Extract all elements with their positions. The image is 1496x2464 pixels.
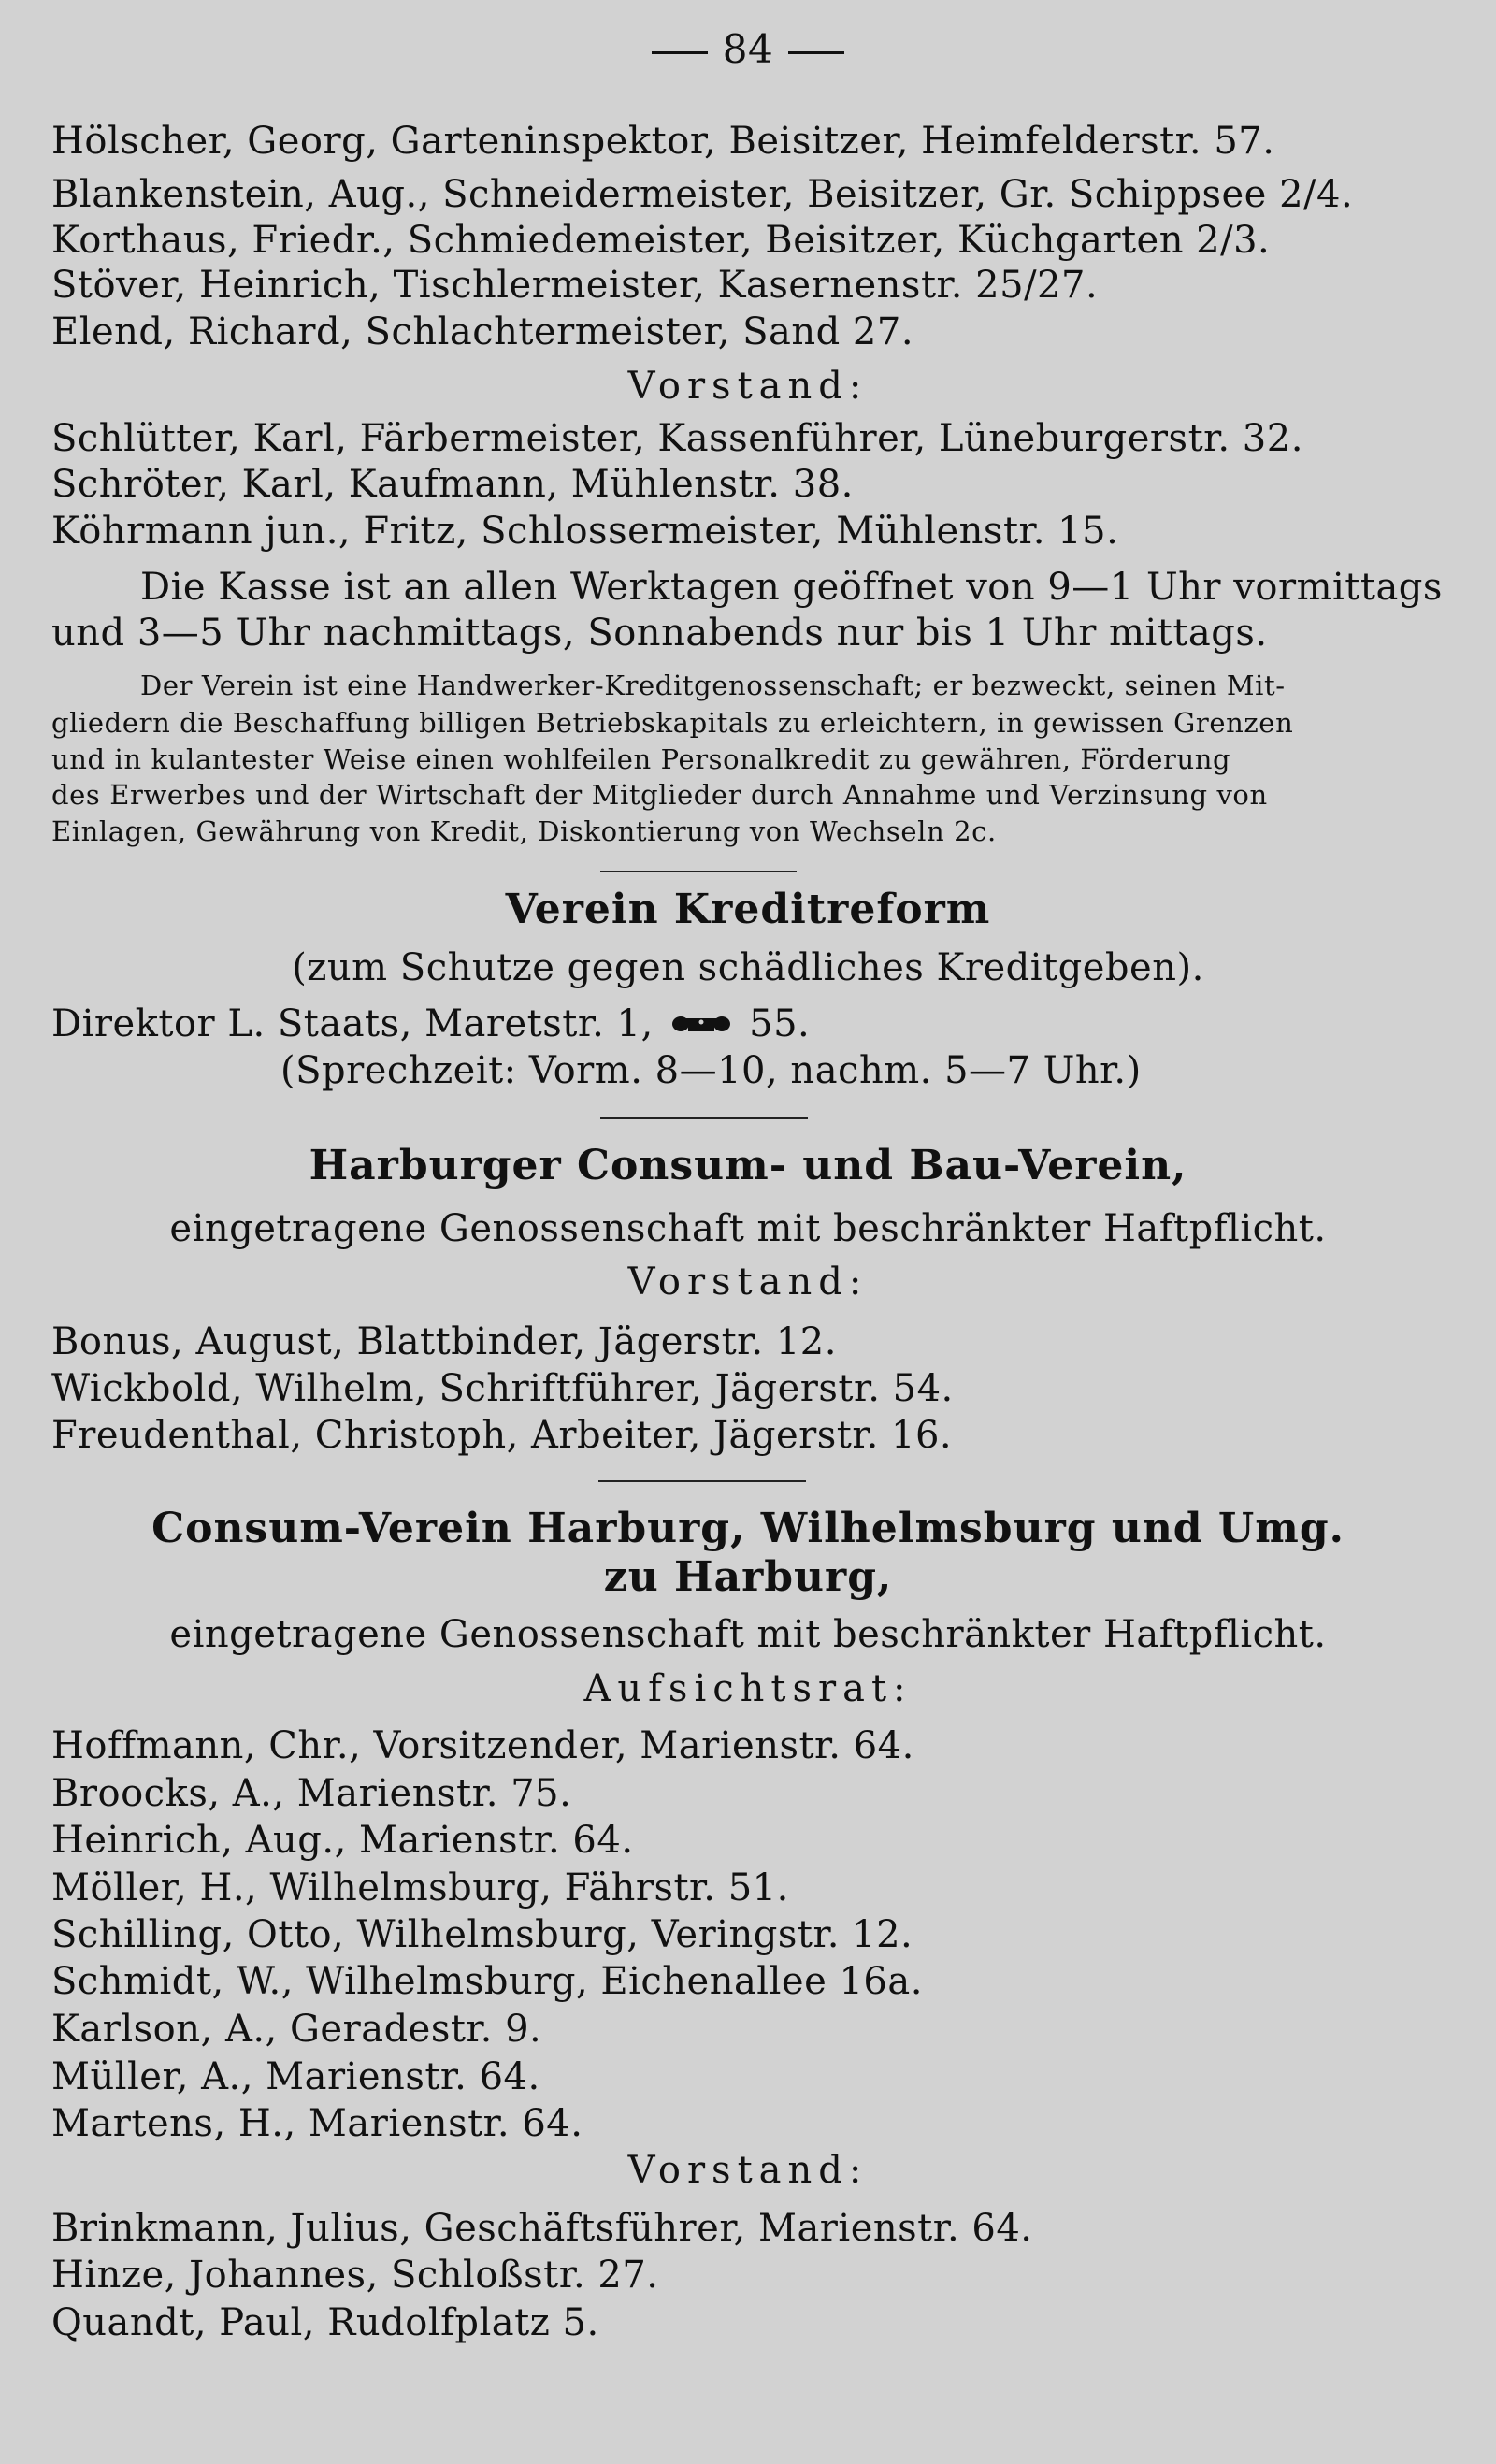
member-line: Korthaus, Friedr., Schmiedemeister, Beisitzer, Küchgarten 2/3. [51, 219, 1271, 262]
kreditreform-director [51, 1001, 810, 1047]
section-divider [600, 871, 797, 872]
aufsichtsrat-member: Martens, H., Marienstr. 64. [51, 2102, 583, 2145]
section-divider [600, 1117, 808, 1119]
consum-harburg-title-2: zu Harburg, [603, 1553, 893, 1601]
kasse-text-line: Die Kasse ist an allen Werktagen geöffnet von 9—1 Uhr vormittags [140, 566, 1443, 609]
member-line: Elend, Richard, Schlachtermeister, Sand 27. [51, 310, 914, 353]
director-address: Direktor L. Staats, Maretstr. 1, [51, 1002, 654, 1045]
aufsichtsrat-member: Karlson, A., Geradestr. 9. [51, 2008, 542, 2051]
kreditreform-hours: (Sprechzeit: Vorm. 8—10, nachm. 5—7 Uhr.) [280, 1049, 1142, 1092]
kreditreform-title: Verein Kreditreform [505, 886, 991, 933]
right-dash [788, 51, 844, 54]
vorstand-member: Schlütter, Karl, Färbermeister, Kassenführer, Lüneburgerstr. 32. [51, 417, 1303, 460]
vorstand-heading: Vorstand: [627, 365, 869, 408]
consum-bau-subtitle: eingetragene Genossenschaft mit beschränkter Haftpflicht. [169, 1207, 1327, 1250]
verein-text-line: gliedern die Beschaffung billigen Betriebskapitals zu erleichtern, in gewissen Grenzen [51, 707, 1294, 739]
consum-harburg-subtitle: eingetragene Genossenschaft mit beschränkter Haftpflicht. [169, 1613, 1327, 1656]
consum-bau-member: Wickbold, Wilhelm, Schriftführer, Jägerstr. 54. [51, 1367, 954, 1410]
member-line: Blankenstein, Aug., Schneidermeister, Beisitzer, Gr. Schippsee 2/4. [51, 173, 1354, 216]
page-number-header [0, 26, 1496, 73]
consum-bau-vorstand-heading: Vorstand: [627, 1261, 869, 1304]
verein-text-line: Der Verein ist eine Handwerker-Kreditgenossenschaft; er bezweckt, seinen Mit- [140, 670, 1286, 701]
verein-text-line: und in kulantester Weise einen wohlfeilen Personalkredit zu gewähren, Förderung [51, 743, 1231, 775]
aufsichtsrat-heading: Aufsichtsrat: [583, 1667, 913, 1710]
aufsichtsrat-member: Schmidt, W., Wilhelmsburg, Eichenallee 16a. [51, 1960, 923, 2003]
consum-bau-member: Bonus, August, Blattbinder, Jägerstr. 12. [51, 1320, 837, 1363]
page-number: 84 [722, 26, 774, 72]
aufsichtsrat-member: Broocks, A., Marienstr. 75. [51, 1772, 572, 1815]
member-line: Stöver, Heinrich, Tischlermeister, Kasernenstr. 25/27. [51, 264, 1099, 307]
telephone-icon [671, 1013, 731, 1035]
consum-harburg-vorstand-member: Brinkmann, Julius, Geschäftsführer, Marienstr. 64. [51, 2207, 1033, 2250]
kasse-text-line: und 3—5 Uhr nachmittags, Sonnabends nur bis 1 Uhr mittags. [51, 612, 1268, 655]
consum-harburg-vorstand-member: Quandt, Paul, Rudolfplatz 5. [51, 2301, 599, 2344]
member-line: Hölscher, Georg, Garteninspektor, Beisitzer, Heimfelderstr. 57. [51, 120, 1275, 163]
consum-bau-title: Harburger Consum- und Bau-Verein, [309, 1142, 1187, 1189]
director-phone: 55. [749, 1002, 811, 1045]
consum-harburg-title: Consum-Verein Harburg, Wilhelmsburg und Umg. [151, 1505, 1345, 1552]
vorstand-member: Köhrmann jun., Fritz, Schlossermeister, Mühlenstr. 15. [51, 510, 1119, 553]
vorstand-member: Schröter, Karl, Kaufmann, Mühlenstr. 38. [51, 463, 854, 506]
aufsichtsrat-member: Heinrich, Aug., Marienstr. 64. [51, 1819, 634, 1862]
aufsichtsrat-member: Schilling, Otto, Wilhelmsburg, Veringstr. 12. [51, 1913, 913, 1956]
aufsichtsrat-member: Hoffmann, Chr., Vorsitzender, Marienstr. 64. [51, 1724, 914, 1767]
consum-bau-member: Freudenthal, Christoph, Arbeiter, Jägerstr. 16. [51, 1414, 953, 1457]
aufsichtsrat-member: Möller, H., Wilhelmsburg, Fährstr. 51. [51, 1866, 789, 1909]
consum-harburg-vorstand-member: Hinze, Johannes, Schloßstr. 27. [51, 2254, 659, 2297]
consum-harburg-vorstand-heading: Vorstand: [627, 2149, 869, 2192]
kreditreform-subtitle: (zum Schutze gegen schädliches Kreditgeben). [292, 946, 1204, 989]
aufsichtsrat-member: Müller, A., Marienstr. 64. [51, 2055, 540, 2098]
verein-text-line: des Erwerbes und der Wirtschaft der Mitglieder durch Annahme und Verzinsung von [51, 779, 1268, 811]
verein-text-line: Einlagen, Gewährung von Kredit, Diskontierung von Wechseln 2c. [51, 815, 997, 847]
left-dash [652, 51, 708, 54]
section-divider [598, 1480, 806, 1482]
